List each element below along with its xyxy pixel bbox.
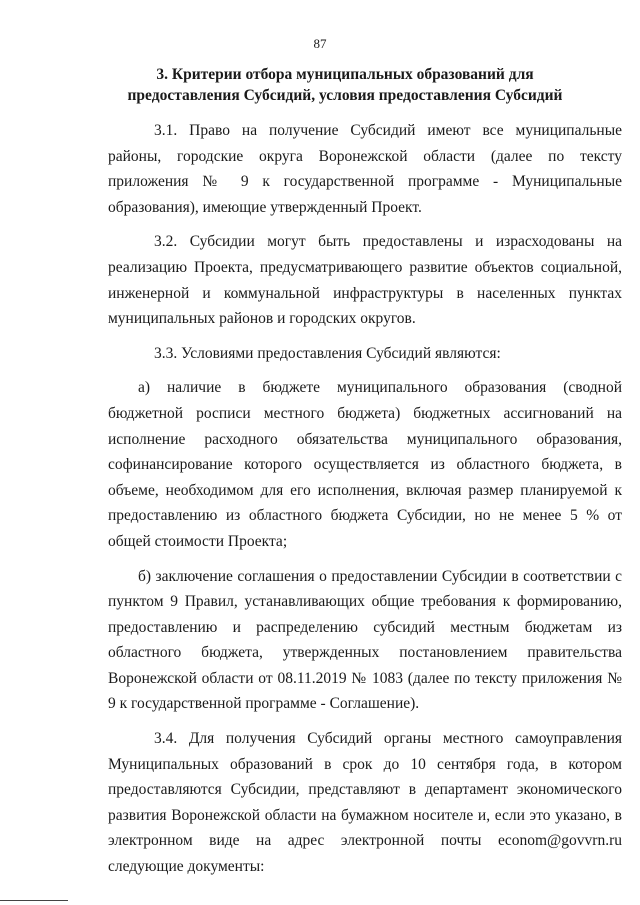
paragraph-3-3-a: а) наличие в бюджете муниципального образования (сводной бюджетной росписи местного бюджета) бюджетных ассигнований на исполнение расходного обязательства муниципального образования, софинансирование которого осуществляется из областного бюджета, в объеме, необходимом для его исполнения, включая размер планируемой к предоставлению из областного бюджета Субсидии, но не менее 5 % от общей стоимости Проекта; xyxy=(108,379,622,550)
paragraph-3-3: 3.3. Условиями предоставления Субсидий являются: xyxy=(154,344,501,362)
paragraph-3-4: 3.4. Для получения Субсидий органы местного самоуправления Муниципальных образований в срок до 10 сентября года, в котором предоставляются Субсидии, представляют в департамент экономического развития Воронежской области на бумажном носителе и, если это указано, в электронном виде на адрес электронной почты econom@govvrn.ru следующие документы: xyxy=(108,730,622,876)
document-body xyxy=(108,118,622,889)
paragraph-3-1: 3.1. Право на получение Субсидий имеют все муниципальные районы, городские округа Воронежской области (далее по тексту приложения № 9 к государственной программе - Муниципальные образования), имеющие утвержденный Проект. xyxy=(108,122,622,216)
page-number: 87 xyxy=(313,36,327,51)
section-title: 3. Критерии отбора муниципальных образований для предоставления Субсидий, условия предоставления Субсидий xyxy=(127,66,563,104)
paragraph-3-2: 3.2. Субсидии могут быть предоставлены и израсходованы на реализацию Проекта, предусматривающего развитие объектов социальной, инженерной и коммунальной инфраструктуры в населенных пунктах муниципальных районов и городских округов. xyxy=(108,233,622,328)
footer-rule xyxy=(0,900,68,901)
paragraph-3-3-b: б) заключение соглашения о предоставлении Субсидии в соответствии с пунктом 9 Правил, устанавливающих общие требования к формированию, предоставлению и распределению субсидий местным бюджетам из областного бюджета, утвержденных постановлением правительства Воронежской области от 08.11.2019 № 1083 (далее по тексту приложения № 9 к государственной программе - Соглашение). xyxy=(108,567,622,713)
